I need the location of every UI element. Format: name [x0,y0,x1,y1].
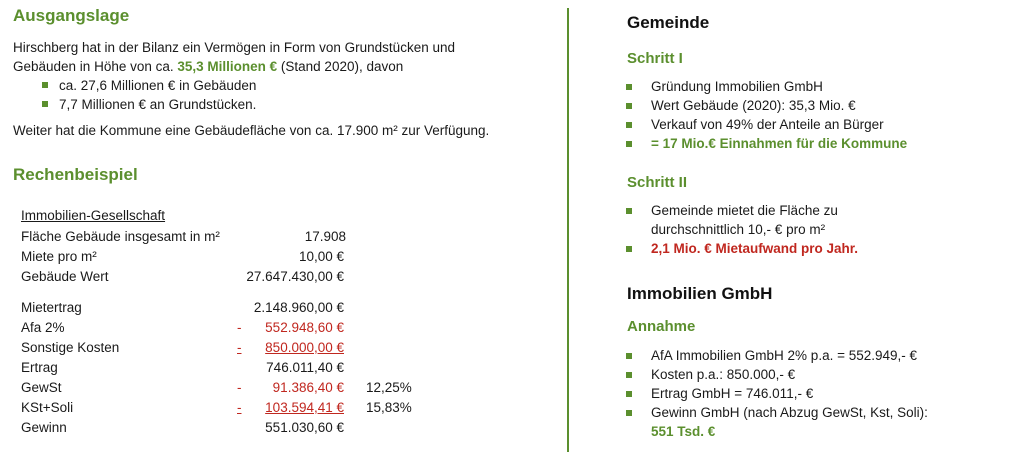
bullet-icon [626,122,632,128]
bullet-icon [626,353,632,359]
schritt-1-heading: Schritt I [627,50,683,67]
bullet-text: ca. 27,6 Millionen € in Gebäuden [59,78,257,93]
ausgangslage-bullet-2 [42,95,256,114]
mietaufwand-highlight: 2,1 Mio. € Mietaufwand pro Jahr. [651,241,859,256]
calc-label: Gebäude Wert [21,269,109,284]
item-text: Wert Gebäude (2020): 35,3 Mio. € [651,98,856,113]
ausgangslage-line-1: Hirschberg hat in der Bilanz ein Vermögen in Form von Grundstücken und [13,40,455,55]
calc-value: 850.000,00 € [265,340,344,355]
calc-label: KSt+Soli [21,400,74,415]
ausgangslage-line-2-post: (Stand 2020), davon [277,59,404,74]
calc-row [21,298,344,318]
bullet-icon [626,84,632,90]
calc-label: Miete pro m² [21,249,97,264]
calc-row [21,318,344,338]
calc-minus-sign: - [237,400,242,415]
calc-row [21,358,344,378]
calc-row [21,267,344,287]
calc-row [21,247,344,267]
calc-value: 103.594,41 € [265,400,344,415]
item-text: Gründung Immobilien GmbH [651,79,823,94]
calc-label: Gewinn [21,420,67,435]
bullet-icon [626,372,632,378]
bullet-icon [42,101,48,107]
ausgangslage-line-2-pre: Gebäuden in Höhe von ca. [13,59,178,74]
calc-value: 27.647.430,00 € [246,269,344,284]
calc-row [21,398,441,418]
calc-value: 17.908 [304,229,346,244]
calc-label: GewSt [21,380,62,395]
item-text: Verkauf von 49% der Anteile an Bürger [651,117,884,132]
bullet-icon [626,103,632,109]
calc-label: Mietertrag [21,300,82,315]
rechenbeispiel-heading: Rechenbeispiel [13,165,138,184]
calc-label: Sonstige Kosten [21,340,120,355]
schritt-2-heading: Schritt II [627,174,688,191]
item-text: AfA Immobilien GmbH 2% p.a. = 552.949,- € [651,348,918,363]
bullet-icon [42,82,48,88]
ausgangslage-line-2 [13,57,403,76]
gmbh-heading: Immobilien GmbH [627,284,773,303]
calc-row [21,338,344,358]
calc-row [21,418,344,438]
calc-row [21,227,344,247]
calc-value: 552.948,60 € [265,320,344,335]
calc-row [21,378,441,398]
vermoegen-highlight: 35,3 Millionen € [177,59,278,74]
gemeinde-heading: Gemeinde [627,13,710,32]
item-text: durchschnittlich 10,- € pro m² [651,222,826,237]
calc-value: 2.148.960,00 € [253,300,344,315]
calc-value: 91.386,40 € [272,380,344,395]
ausgangslage-bullet-1 [42,76,256,95]
calc-minus-sign: - [237,340,242,355]
bullet-icon [626,246,632,252]
bullet-icon [626,141,632,147]
item-text: Gemeinde mietet die Fläche zu [651,203,838,218]
calc-percent: 15,83% [366,400,412,415]
item-text: Kosten p.a.: 850.000,- € [651,367,796,382]
calc-value: 10,00 € [298,249,344,264]
calc-minus: - [237,380,242,395]
ausgangslage-heading: Ausgangslage [13,6,130,25]
calc-minus: - [237,320,242,335]
bullet-icon [626,208,632,214]
bullet-icon [626,410,632,416]
item-text: Ertrag GmbH = 746.011,- € [651,386,814,401]
bullet-icon [626,391,632,397]
einnahmen-highlight: = 17 Mio.€ Einnahmen für die Kommune [651,136,908,151]
ausgangslage-para-2: Weiter hat die Kommune eine Gebäudefläche von ca. 17.900 m² zur Verfügung. [13,123,490,138]
bullet-text: 7,7 Millionen € an Grundstücken. [59,97,257,112]
calc-value: 551.030,60 € [265,420,344,435]
calc-value: 746.011,40 € [266,360,344,375]
item-text: Gewinn GmbH (nach Abzug GewSt, Kst, Soli): [651,405,928,420]
calc-label: Afa 2% [21,320,65,335]
calc-label: Ertrag [21,360,58,375]
column-divider [567,8,569,452]
company-label: Immobilien-Gesellschaft [21,208,166,223]
calc-percent: 12,25% [366,380,412,395]
annahme-heading: Annahme [627,318,696,335]
gewinn-highlight: 551 Tsd. € [651,424,716,439]
calc-label: Fläche Gebäude insgesamt in m² [21,229,220,244]
